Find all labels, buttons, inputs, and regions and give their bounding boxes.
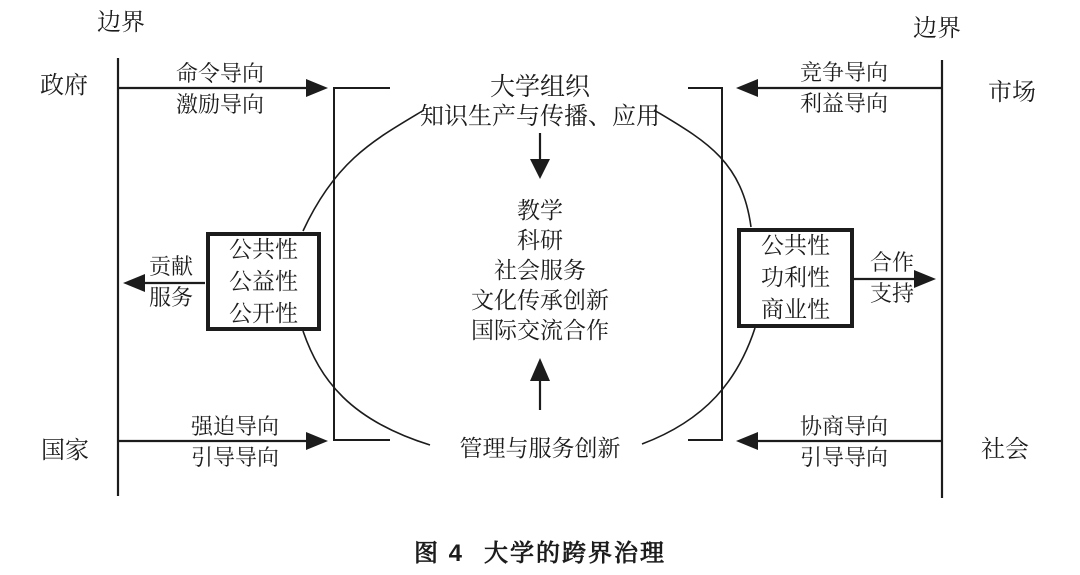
flow-line: 激励导向 [175,91,264,117]
arrowhead-society-to-university [736,432,758,450]
flow-label-society-to-university [769,412,919,474]
flow-line: 强迫导向 [190,414,279,439]
flow-line: 利益导向 [799,90,888,116]
arrowhead-market-to-university [736,79,758,97]
flow-line: 贡献 [148,254,193,279]
flow-line: 支持 [869,281,914,307]
arrowhead-government-to-university [306,79,328,97]
university-org-subtitle: 知识生产与传播、应用 [420,104,660,130]
flow-line: 引导导向 [190,444,279,470]
university-org-title: 大学组织 [489,74,590,101]
right-box-line: 功利性 [761,265,830,290]
flow-line: 命令导向 [175,61,264,86]
figure-number: 图 4 [413,540,464,567]
actor-label-society: 社会 [981,437,1029,463]
function-item: 文化传承创新 [471,288,609,313]
figure-caption [0,533,1080,568]
flow-label-university-to-market [847,247,937,309]
flow-line: 服务 [148,285,193,311]
figure-title: 大学的跨界治理 [484,540,666,567]
flow-label-market-to-university [769,58,919,120]
university-functions-list [390,196,690,346]
boundary-label-left: 边界 [97,10,145,36]
function-item: 社会服务 [494,258,586,283]
right-values-box [737,228,854,328]
flow-label-government-to-university [145,59,295,121]
arrowhead-org-to-functions [530,159,550,179]
right-box-line: 商业性 [761,297,830,322]
right-box-line: 公共性 [761,233,830,258]
actor-label-market: 市场 [988,80,1036,106]
actor-label-government: 政府 [40,73,88,99]
flow-label-state-to-university [160,412,310,474]
function-item: 科研 [517,228,563,253]
boundary-label-right: 边界 [913,16,961,42]
arrowhead-management-to-functions [530,358,550,381]
left-box-line: 公益性 [229,268,298,294]
flow-line: 引导导向 [799,444,888,470]
curve-lower-left [303,331,430,445]
flow-label-university-to-government [126,251,216,313]
flow-line: 协商导向 [799,414,888,439]
management-label: 管理与服务创新 [459,436,621,461]
function-item: 教学 [517,198,563,223]
actor-label-state: 国家 [41,438,89,464]
left-bracket [334,88,390,440]
left-box-line: 公开性 [229,300,298,326]
left-box-line: 公共性 [229,236,298,262]
left-values-box [206,232,321,331]
flow-line: 合作 [869,250,914,275]
right-bracket [688,88,722,440]
function-item: 国际交流合作 [471,318,609,343]
flow-line: 竞争导向 [799,60,888,85]
